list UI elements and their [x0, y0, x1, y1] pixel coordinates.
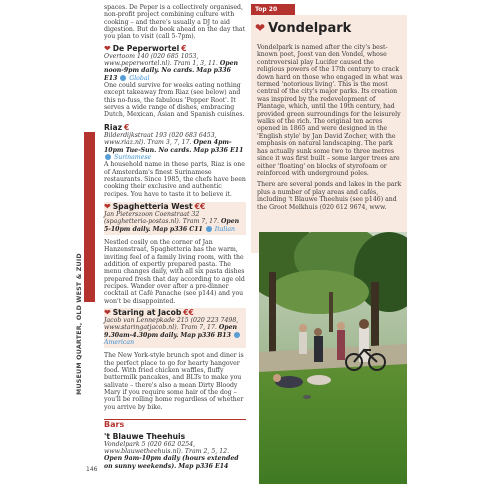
venue-name: Riaz [104, 122, 122, 132]
venue-description: The New York-style brunch spot and diner is the perfect place to go for hearty hangover food. With fried chicken waffles, fluffy buttermilk pancakes, and BLTs to make you salivate – there's also a mean Dirty Bloody Mary if you require some hair of the dog – you'll be rolling home regardless of whether you arrive by bike. [104, 352, 244, 411]
venue-info [104, 53, 246, 82]
heart-icon: ❤ [255, 21, 266, 35]
venue-map-ref: Map p336 B13 [180, 331, 231, 339]
venue-heading [104, 202, 244, 211]
feature-paragraph: There are several ponds and lakes in the park plus a number of play areas and cafés, including 't Blauwe Theehuis (see p146) and the Groot Melkhuis (020 612 9674, www. [257, 181, 402, 211]
bars-heading: Bars [104, 419, 246, 428]
venue-description: Nestled cosily on the corner of Jan Hanzenstraat, Spaghetteria has the warm, inviting feel of a family living room, with the addition of expertly prepared pasta. The menu changes daily, with all six pasta dishes prepared fresh that day according to age old recipes. Wander over after a pre-dinner cocktail at Café Panache (see p144) and you won't be disappointed. [104, 238, 245, 305]
venue-entry-highlighted [104, 202, 246, 235]
venue-heading [104, 44, 246, 53]
venue-info [104, 317, 244, 346]
venue-name: De Peperwortel [112, 43, 180, 53]
price-indicator: €€ [183, 308, 194, 318]
venue-address: Jan Pieterszoon Coenstraat 32 (spaghetteria-postas.nl). Tram 7, 17. [104, 210, 220, 226]
heart-icon: ❤ [104, 201, 111, 211]
bar-heading [104, 432, 246, 441]
bar-map-ref: Map p336 E14 [178, 462, 229, 470]
venue-entry [104, 44, 246, 119]
feature-title-text: Vondelpark [268, 21, 352, 36]
feature-title [255, 21, 351, 36]
cuisine-icon [206, 226, 212, 232]
venue-entry [104, 123, 246, 198]
vondelpark-photo [259, 232, 407, 484]
venue-map-ref: Map p336 E13 [104, 67, 231, 82]
bar-address: Vondelpark 5 (020 662 0254, www.blauwetheehuis.nl). Tram 2, 5, 12. [104, 440, 230, 455]
feature-paragraph: Vondelpark is named after the city's best-known poet, Joost van den Vondel, whose controversial play Lucifer caused the religious powers of the 17th century to crack down hard on those who engaged in what was termed 'notorious living'. This is the most central of the city's major parks. Its creation was inspired by the redevelopment of Plantage, which, until the 19th century, had provided green surroundings for the leisurely walks of the rich. The original ten acres opened in 1865 and were designed in the 'English style' by Jan David Zocher, with the emphasis on natural landscaping. The park has actually sunk some two to three metres since it was first built – some larger trees are either 'floating' on blocks of styrofoam or reinforced with underground poles. [257, 44, 403, 177]
price-indicator: €€ [194, 201, 206, 211]
cuisine-tag: Surinamese [113, 153, 152, 161]
venue-info [104, 211, 244, 233]
venue-name: Staring at Jacob [112, 308, 182, 318]
heart-icon: ❤ [104, 308, 111, 318]
feature-text [257, 44, 403, 215]
top-20-badge: Top 20 [251, 4, 295, 15]
cuisine-icon [105, 154, 111, 160]
venue-map-ref: Map p336 C11 [152, 225, 203, 233]
venue-info [104, 132, 246, 161]
cuisine-tag: Global [129, 74, 150, 82]
cuisine-tag: American [104, 339, 135, 347]
venue-hours: Open 9.30am-4.30pm daily. [104, 324, 238, 339]
venue-hours: Open noon-9pm daily. No cards. [104, 60, 239, 75]
bar-info [104, 441, 246, 470]
venue-description: One could survive for weeks eating nothing except takeaway from Riaz (see below) and this no-fuss, the fabulous 'Pepper Root'. It serves a wide range of dishes, embracing Dutch, Mexican, Asian and Spanish cuisines. [104, 82, 245, 119]
section-side-label: MUSEUM QUARTER, OLD WEST & ZUID [76, 253, 83, 395]
bar-name: 't Blauwe Theehuis [104, 431, 186, 441]
venue-name: Spaghetteria West [112, 201, 193, 211]
intro-paragraph: spaces. De Peper is a collectively organised, non-profit project combining culture with cooking – and there's usually a DJ to aid digestion. But do book ahead on the day that you plan to visit (call 5-7pm). [104, 4, 246, 41]
price-indicator: € [124, 122, 130, 132]
left-column [104, 4, 246, 470]
cuisine-tag: Italian [214, 225, 236, 233]
venue-description: A household name in these parts, Riaz is one of Amsterdam's finest Surinamese restaurants. Since 1985, the chefs have been cooking their exclusive and authentic recipes. You have to taste it to believe it. [104, 161, 246, 198]
cuisine-icon [120, 75, 126, 81]
venue-entry-highlighted [104, 308, 246, 348]
page-number: 146 [86, 466, 98, 473]
venue-heading [104, 123, 246, 132]
price-indicator: € [181, 43, 187, 53]
heart-icon: ❤ [104, 43, 111, 53]
venue-address: Jacob van Lennepkade 215 (020 223 7498, www.staringatjacob.nl). Tram 7, 17. [104, 317, 239, 332]
venue-map-ref: Map p336 E11 [193, 146, 244, 154]
venue-hours: Open 5-10pm daily. [104, 218, 240, 233]
venue-heading [104, 308, 244, 317]
cuisine-icon [234, 332, 240, 338]
venue-hours: Open 4pm-10pm Tue-Sun. No cards. [104, 139, 232, 154]
venue-address: Bilderdijkstraat 193 (020 683 6453, www.riaz.nl). Tram 3, 7, 17. [104, 131, 217, 147]
venue-address: Overtoom 140 (020 685 1053, www.peperwortel.nl). Tram 1, 3, 11. [104, 52, 218, 68]
bar-hours: Open 9am-10pm daily (hours extended on sunny weekends). [104, 455, 239, 470]
